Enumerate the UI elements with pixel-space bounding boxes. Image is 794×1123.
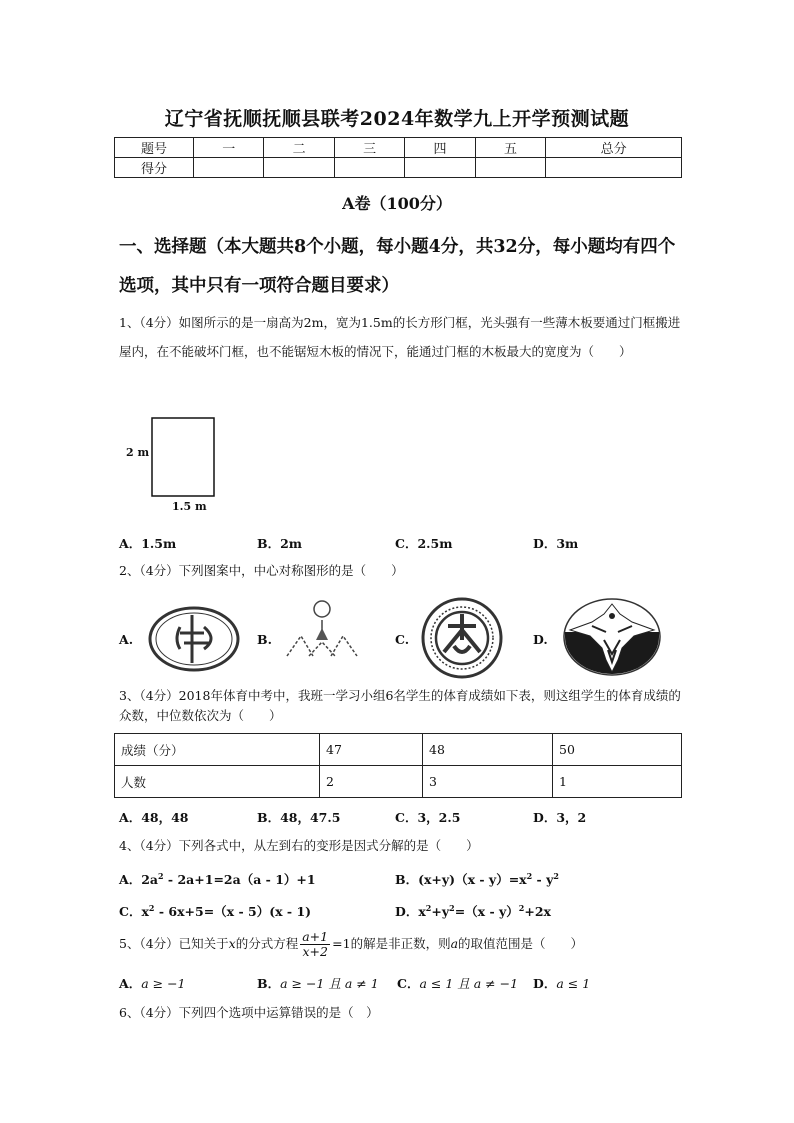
question-5-stem bbox=[119, 930, 681, 959]
superscript: 2 bbox=[158, 870, 164, 881]
q4-d-part: =（x - y） bbox=[454, 904, 519, 919]
data-cell: 成绩（分） bbox=[115, 734, 320, 766]
q5-fraction bbox=[300, 930, 330, 959]
score-table bbox=[114, 137, 682, 178]
q1-option-a: A．1.5m bbox=[119, 536, 177, 551]
question-3-stem: 3、（4分）2018年体育中考中，我班一学习小组6名学生的体育成绩如下表，则这组学生的体育成绩的众数，中位数依次为（ ） bbox=[119, 688, 681, 723]
fraction-numerator: a+1 bbox=[302, 929, 329, 944]
option-label: A． bbox=[119, 976, 142, 991]
page-title: 辽宁省抚顺抚顺县联考2024年数学九上开学预测试题 bbox=[164, 108, 630, 130]
q5-option-b bbox=[257, 974, 379, 992]
q5-text: 5、（4分）已知关于 bbox=[119, 936, 229, 951]
q4-d-part: +y bbox=[431, 904, 450, 919]
section-heading: A卷（100分） bbox=[342, 194, 452, 213]
superscript: 2 bbox=[526, 870, 533, 881]
option-math: a ≤ 1 且 a ≠ −1 bbox=[419, 976, 519, 991]
q5-text: =1 bbox=[332, 936, 351, 951]
data-cell: 3 bbox=[423, 766, 553, 798]
score-cell bbox=[546, 158, 682, 178]
q4-b-part: B．(x+y)（x - y）=x bbox=[395, 872, 527, 887]
score-header: 三 bbox=[334, 138, 404, 158]
superscript: 2 bbox=[449, 902, 455, 913]
score-cell bbox=[264, 158, 334, 178]
q3-score-table bbox=[114, 733, 682, 798]
score-header: 四 bbox=[405, 138, 475, 158]
data-cell: 47 bbox=[320, 734, 423, 766]
q1-option-d: D．3m bbox=[533, 536, 579, 551]
superscript: 2 bbox=[553, 870, 559, 881]
q5-option-d bbox=[533, 974, 590, 992]
q2-label-d: D. bbox=[533, 632, 548, 647]
q2-label-b: B. bbox=[257, 632, 272, 647]
superscript: 2 bbox=[518, 902, 525, 913]
q5-text: 的分式方程 bbox=[235, 936, 299, 951]
score-header: 一 bbox=[194, 138, 264, 158]
score-header: 五 bbox=[475, 138, 545, 158]
superscript: 2 bbox=[425, 902, 432, 913]
question-2-stem: 2、（4分）下列图案中，中心对称图形的是（ ） bbox=[119, 563, 404, 578]
q3-option-b: B．48，47.5 bbox=[257, 810, 341, 825]
q5-text: 的取值范围是（ ） bbox=[458, 936, 584, 951]
q3-option-a: A．48，48 bbox=[119, 810, 189, 825]
option-label: C． bbox=[397, 976, 420, 991]
q4-option-c bbox=[119, 902, 311, 920]
q4-b-part: - y bbox=[532, 872, 554, 887]
q5-var-x: x bbox=[228, 936, 236, 951]
option-math: a ≤ 1 bbox=[556, 976, 591, 991]
q2-label-c: C. bbox=[395, 632, 410, 647]
door-frame-rect bbox=[152, 418, 214, 496]
q1-option-b: B．2m bbox=[257, 536, 302, 551]
data-cell: 人数 bbox=[115, 766, 320, 798]
option-label: B． bbox=[257, 976, 281, 991]
option-math: a ≥ −1 且 a ≠ 1 bbox=[280, 976, 379, 991]
score-cell bbox=[405, 158, 475, 178]
figure-width-label: 1.5 m bbox=[172, 500, 207, 513]
q1-option-c: C．2.5m bbox=[395, 536, 453, 551]
option-label: D． bbox=[533, 976, 557, 991]
score-cell bbox=[334, 158, 404, 178]
q4-c-part: - 6x+5=（x - 5）(x - 1) bbox=[154, 904, 312, 919]
question-6-stem: 6、（4分）下列四个选项中运算错误的是（ ） bbox=[119, 1005, 379, 1020]
q4-option-d bbox=[395, 902, 551, 920]
q4-c-part: C．x bbox=[119, 904, 149, 919]
emblem-a-icon bbox=[144, 603, 244, 675]
question-1-stem: 1、（4分）如图所示的是一扇高为2m，宽为1.5m的长方形门框，光头强有一些薄木板要通过门框搬进屋内，在不能破坏门框，也不能锯短木板的情况下，能通过门框的木板最大的宽度为（ ） bbox=[119, 315, 681, 359]
q4-a-part: A．2a bbox=[119, 872, 158, 887]
q4-d-part: +2x bbox=[524, 904, 551, 919]
q5-option-a bbox=[119, 974, 186, 992]
score-cell bbox=[194, 158, 264, 178]
data-cell: 50 bbox=[553, 734, 682, 766]
data-cell: 48 bbox=[423, 734, 553, 766]
score-cell bbox=[475, 158, 545, 178]
q4-option-b bbox=[395, 870, 559, 888]
emblem-c-icon bbox=[420, 596, 504, 680]
score-row-label: 得分 bbox=[115, 158, 194, 178]
section-title: 一、选择题（本大题共8个小题，每小题4分，共32分，每小题均有四个选项，其中只有一项符合题目要求） bbox=[119, 237, 676, 296]
q4-a-part: - 2a+1=2a（a - 1）+1 bbox=[163, 872, 316, 887]
figure-height-label: 2 m bbox=[126, 446, 150, 459]
q2-label-a: A. bbox=[119, 632, 134, 647]
data-cell: 1 bbox=[553, 766, 682, 798]
question-4-stem: 4、（4分）下列各式中，从左到右的变形是因式分解的是（ ） bbox=[119, 838, 479, 853]
q3-option-c: C．3，2.5 bbox=[395, 810, 461, 825]
score-header: 总分 bbox=[546, 138, 682, 158]
q4-option-a bbox=[119, 870, 316, 888]
q5-option-c bbox=[397, 974, 518, 992]
fraction-denominator: x+2 bbox=[302, 944, 328, 959]
q4-d-part: D．x bbox=[395, 904, 426, 919]
q5-text: 的解是非正数，则 bbox=[350, 936, 451, 951]
q5-var-a: a bbox=[450, 936, 459, 951]
q3-option-d: D．3，2 bbox=[533, 810, 587, 825]
data-cell: 2 bbox=[320, 766, 423, 798]
superscript: 2 bbox=[148, 902, 155, 913]
emblem-d-icon bbox=[562, 596, 662, 678]
score-header: 题号 bbox=[115, 138, 194, 158]
option-math: a ≥ −1 bbox=[141, 976, 186, 991]
emblem-b-icon bbox=[283, 598, 363, 662]
score-header: 二 bbox=[264, 138, 334, 158]
